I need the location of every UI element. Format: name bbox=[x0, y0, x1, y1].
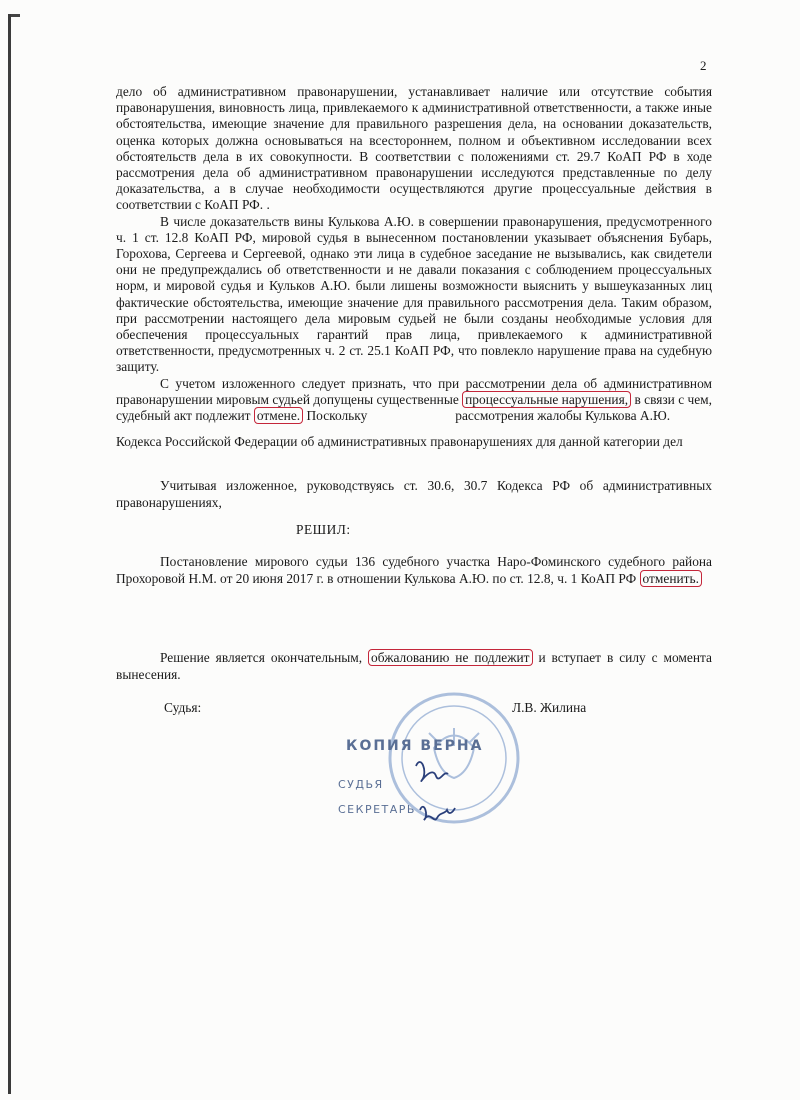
judge-label: Судья: bbox=[164, 700, 202, 715]
paragraph-3 bbox=[116, 376, 712, 425]
paragraph-3-part-2: в связи с чем, судебный акт подлежит bbox=[116, 391, 712, 424]
paragraph-2: В числе доказательств вины Кулькова А.Ю. в совершении правонарушения, предусмотренного ч. 1 ст. 12.8 КоАП РФ, мировой судья в вынесенном постановлении указывает объяснения Бубарь, Горохова, Сергеева и Сергеевой, однако эти лица в судебное заседание не вызывались, как свидетели они не предупреждались об ответственности и не давали показания с соблюдением процессуальных норм, и мировой судья и Кульков А.Ю. были лишены возможности выяснить у вышеуказанных лиц фактические обстоятельства, имеющие значение для правильного рассмотрения дела. Таким образом, при рассмотрении настоящего дела мировым судьей не были созданы необходимые условия для обеспечения процессуальных гарантий прав лица, привлекаемого к административной ответственности, предусмотренных ч. 2 ст. 25.1 КоАП РФ, что повлекло нарушение права на судебную защиту. bbox=[116, 213, 712, 375]
paragraph-3-part-1: С учетом изложенного следует признать, что при рассмотрении дела об административном правонарушении мировым судьей допущены существенные bbox=[116, 375, 712, 407]
final-part-2: и вступает в силу с момента вынесения. bbox=[116, 650, 712, 682]
considering-paragraph: Учитывая изложенное, руководствуясь ст. 30.6, 30.7 Кодекса РФ об административных правонарушениях, bbox=[116, 478, 712, 510]
paragraph-3-part-4: рассмотрения жалобы Кулькова А.Ю. bbox=[455, 408, 671, 424]
page-number: 2 bbox=[700, 58, 707, 73]
stamp-line-3: СЕКРЕТАРЬ bbox=[338, 803, 416, 816]
paragraph-1: дело об административном правонарушении, устанавливает наличие или отсутствие события правонарушения, виновность лица, привлекаемого к административной ответственности, а также иные обстоятельства, имеющие значение для правильного разрешения дела, на основании доказательств, оценка которых должна основываться на всестороннем, полном и объективном исследовании всех обстоятельств дела в их совокупности. В соответствии с положениями ст. 29.7 КоАП РФ в ходе рассмотрения дела об административном правонарушении исследуются представленные по делу доказательства, а в случае необходимости осуществляются другие процессуальные действия в соответствии с КоАП РФ. . bbox=[116, 84, 712, 213]
final-part-1: Решение является окончательным, bbox=[160, 650, 363, 665]
codex-line: Кодекса Российской Федерации об административных правонарушениях для данной категории дел bbox=[116, 434, 683, 449]
paragraph-3-part-3: Поскольку bbox=[306, 408, 368, 424]
judge-name: Л.В. Жилина bbox=[512, 700, 587, 715]
resolved-heading: РЕШИЛ: bbox=[296, 522, 351, 537]
stamp-line-1: КОПИЯ ВЕРНА bbox=[346, 738, 484, 754]
court-stamp bbox=[334, 688, 524, 848]
final-paragraph bbox=[116, 649, 712, 683]
stamp-line-2: СУДЬЯ bbox=[338, 778, 384, 791]
ruling-paragraph bbox=[116, 553, 712, 587]
highlight-cancellation: отмене. bbox=[254, 407, 303, 424]
highlight-cancel-ruling: отменить. bbox=[640, 570, 702, 587]
signature-secretary-icon bbox=[420, 807, 455, 820]
highlight-procedural-violations: процессуальные нарушения, bbox=[462, 391, 631, 408]
highlight-not-appealable: обжалованию не подлежит bbox=[368, 649, 532, 666]
ruling-text: Постановление мирового судьи 136 судебного участка Наро-Фоминского судебного района Прохоровой Н.М. от 20 июня 2017 г. в отношении Кулькова А.Ю. по ст. 12.8, ч. 1 КоАП РФ bbox=[116, 554, 712, 586]
scan-edge-left bbox=[8, 14, 11, 1094]
main-text-block bbox=[116, 84, 712, 424]
